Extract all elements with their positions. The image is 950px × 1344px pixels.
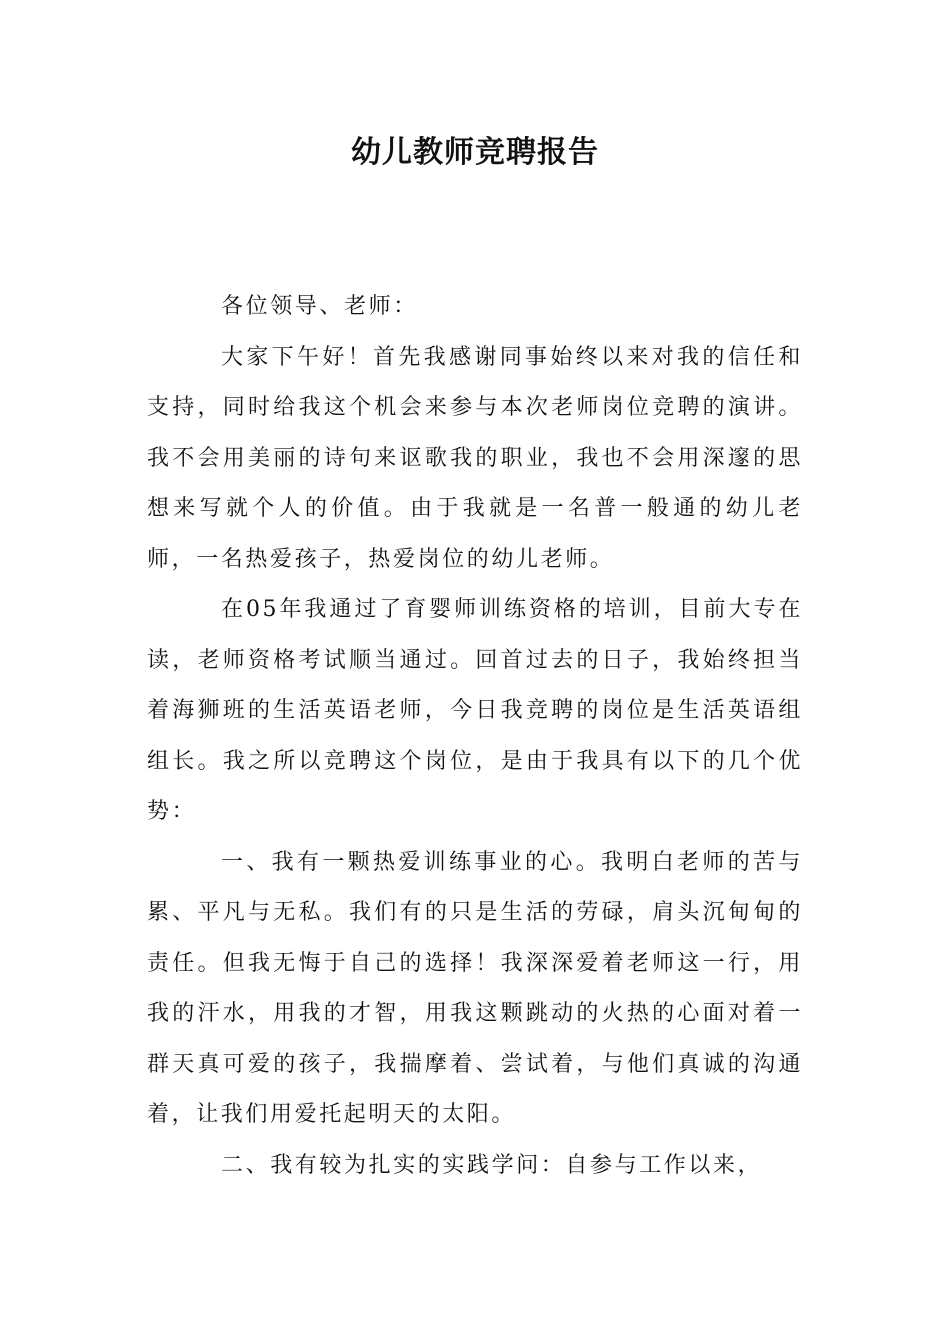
document-title: 幼儿教师竞聘报告: [351, 135, 599, 170]
paragraph-2: 在05年我通过了育婴师训练资格的培训，目前大专在读，老师资格考试顺当通过。回首过去的日子，我始终担当着海狮班的生活英语老师，今日我竞聘的岗位是生活英语组组长。我之所以竞聘这个岗位，是由于我具有以下的几个优势：: [147, 597, 803, 824]
document-body: [147, 282, 803, 1191]
paragraph-3: 一、我有一颗热爱训练事业的心。我明白老师的苦与累、平凡与无私。我们有的只是生活的劳碌，肩头沉甸甸的责任。但我无悔于自己的选择！我深深爱着老师这一行，用我的汗水，用我的才智，用我这颗跳动的火热的心面对着一群天真可爱的孩子，我揣摩着、尝试着，与他们真诚的沟通着，让我们用爱托起明天的太阳。: [147, 849, 803, 1127]
paragraph-1: 大家下午好！首先我感谢同事始终以来对我的信任和支持，同时给我这个机会来参与本次老师岗位竞聘的演讲。我不会用美丽的诗句来讴歌我的职业，我也不会用深邃的思想来写就个人的价值。由于我就是一名普一般通的幼儿老师，一名热爱孩子，热爱岗位的幼儿老师。: [147, 344, 803, 572]
paragraph-4: 二、我有较为扎实的实践学问：自参与工作以来，: [221, 1152, 763, 1178]
salutation: 各位领导、老师：: [221, 294, 418, 319]
